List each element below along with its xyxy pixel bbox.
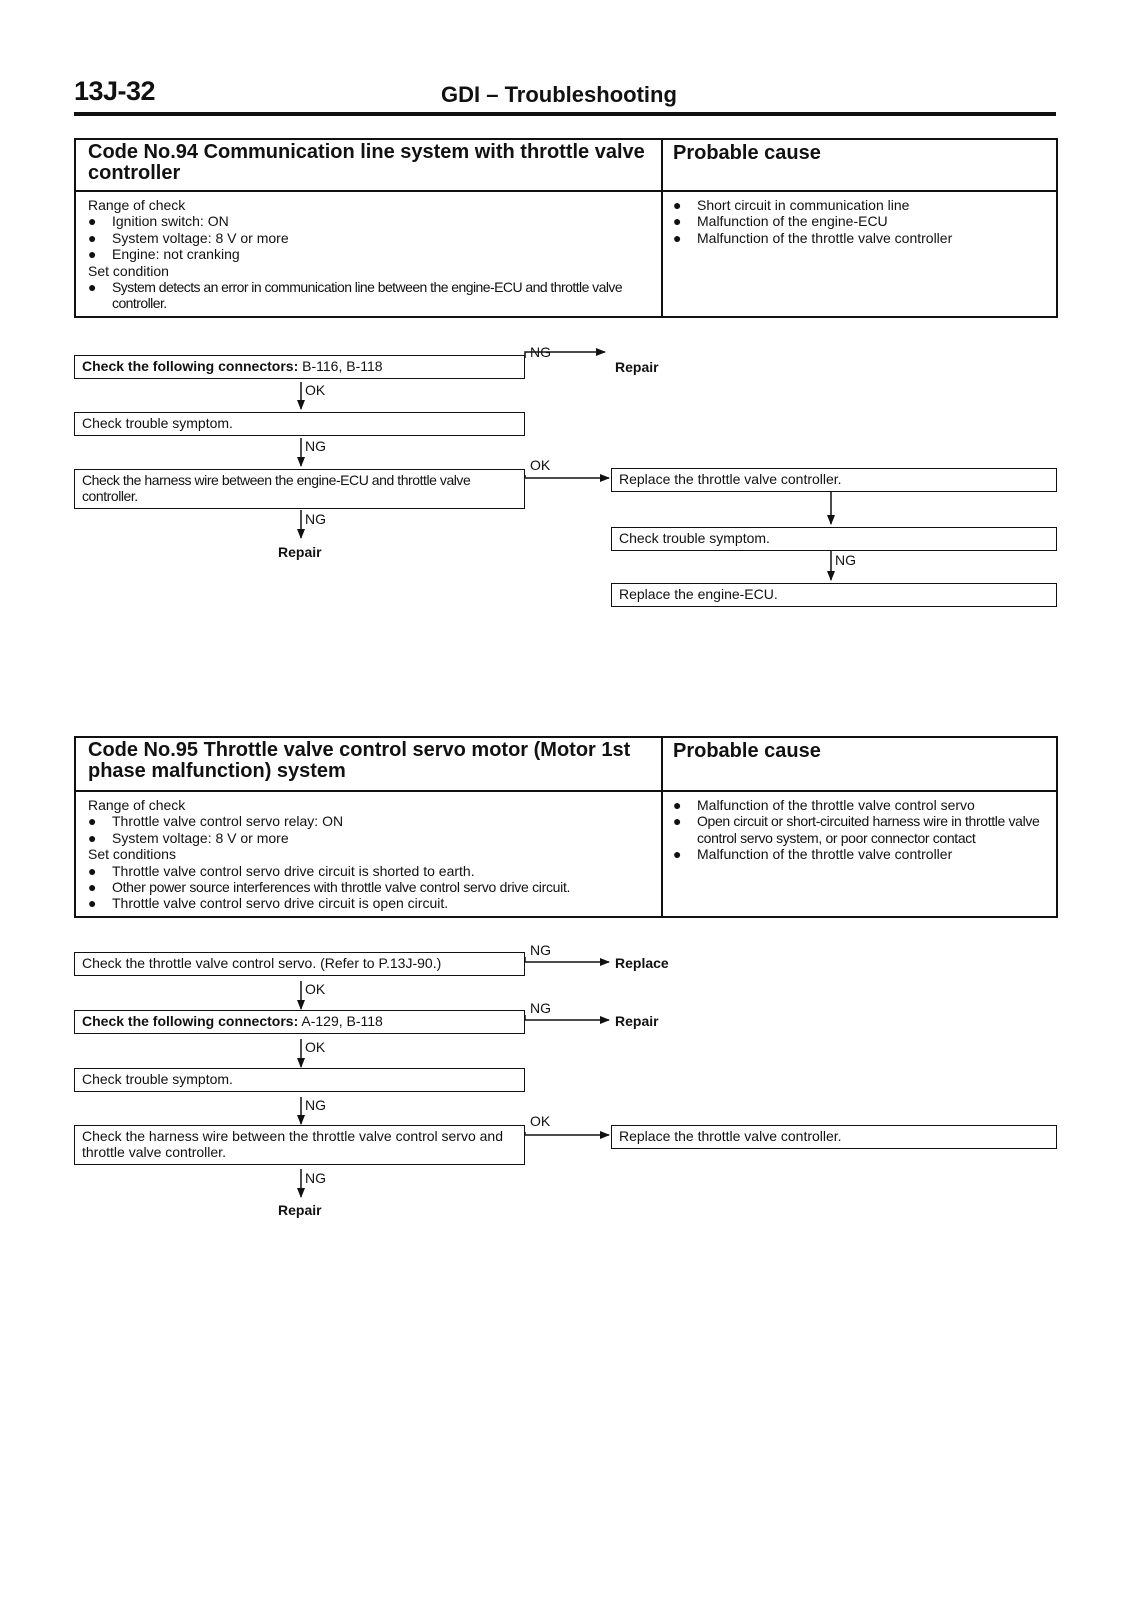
code95-set-item: ● Throttle valve control servo drive circuit is open circuit. — [88, 895, 449, 912]
code95-cause-item: ● Open circuit or short-circuited harness wire in throttle valve control servo system, or poor connector contact — [673, 813, 1040, 846]
code95-range-label: Range of check — [88, 797, 186, 813]
code94-step1-ng-label: NG — [530, 344, 551, 360]
code94-right2-ng-label: NG — [835, 552, 856, 568]
code95-right-replace-controller: Replace the throttle valve controller. — [611, 1125, 1057, 1149]
code95-step-check-connectors: Check the following connectors: A-129, B-118 — [74, 1010, 525, 1034]
code95-step2-ok-label: OK — [305, 1039, 326, 1055]
code95-cause-item: ● Malfunction of the throttle valve controller — [673, 846, 953, 863]
page-number: 13J-32 — [74, 76, 156, 106]
code95-title: Code No.95 Throttle valve control servo motor (Motor 1st phase malfunction) system — [75, 737, 662, 791]
code95-step2-repair: Repair — [615, 1013, 659, 1029]
code94-title: Code No.94 Communication line system with throttle valve controller — [75, 139, 662, 191]
code94-cause-heading: Probable cause — [662, 139, 1057, 191]
code94-range-item: ● Ignition switch: ON — [88, 213, 229, 230]
code94-step1-repair: Repair — [615, 359, 659, 375]
code94-step-check-symptom: Check trouble symptom. — [74, 412, 525, 436]
code95-step2-ng-label: NG — [530, 1000, 551, 1016]
code94-step-check-harness: Check the harness wire between the engine-ECU and throttle valve controller. — [74, 469, 525, 509]
code94-step3-repair: Repair — [278, 544, 322, 560]
code95-step1-replace: Replace — [615, 955, 669, 971]
page-title: GDI – Troubleshooting — [441, 82, 677, 107]
code94-cause-item: ● Short circuit in communication line — [673, 197, 910, 213]
code94-step1-ok-label: OK — [305, 382, 326, 398]
code95-table — [74, 736, 1058, 918]
code95-cause-heading: Probable cause — [662, 737, 1057, 791]
code95-step-check-servo: Check the throttle valve control servo. (Refer to P.13J-90.) — [74, 952, 525, 976]
code95-set-label: Set conditions — [88, 846, 176, 863]
code94-cause-item: ● Malfunction of the throttle valve controller — [673, 229, 953, 246]
code95-step-check-harness: Check the harness wire between the throttle valve control servo and throttle valve controller. — [74, 1125, 525, 1165]
code94-step-check-connectors: Check the following connectors: B-116, B-118 — [74, 355, 525, 379]
code94-step3-ok-label: OK — [530, 457, 551, 473]
code95-step4-ng-label: NG — [305, 1170, 326, 1186]
code94-step2-ng-label: NG — [305, 438, 326, 454]
code94-cause-item: ● Malfunction of the engine-ECU — [673, 213, 888, 230]
code95-range-item: ● System voltage: 8 V or more — [88, 829, 289, 846]
code94-set-label: Set condition — [88, 262, 169, 279]
code95-causes — [662, 791, 1057, 917]
code94-range-item: ● Engine: not cranking — [88, 246, 240, 263]
code95-ok-arrow-3 — [525, 1132, 609, 1135]
code95-set-item: ● Throttle valve control servo drive circuit is shorted to earth. — [88, 862, 475, 879]
code94-right-check-symptom: Check trouble symptom. — [611, 527, 1057, 551]
code95-set-item: ● Other power source interferences with throttle valve control servo drive circuit. — [88, 879, 571, 896]
code94-range-label: Range of check — [88, 197, 186, 213]
code94-ok-arrow-2 — [525, 475, 609, 478]
code95-step4-repair: Repair — [278, 1202, 322, 1218]
code95-range-item: ● Throttle valve control servo relay: ON — [88, 813, 344, 830]
code95-step1-ng-label: NG — [530, 942, 551, 958]
code94-set-item: ● System detects an error in communication line between the engine-ECU and throttle valve controller. — [88, 279, 623, 312]
code94-range-item: ● System voltage: 8 V or more — [88, 229, 289, 246]
code94-right-replace-ecu: Replace the engine-ECU. — [611, 583, 1057, 607]
code95-step1-ok-label: OK — [305, 981, 326, 997]
code94-right-replace-controller: Replace the throttle valve controller. — [611, 468, 1057, 492]
code95-step-check-symptom: Check trouble symptom. — [74, 1068, 525, 1092]
code95-cause-item: ● Malfunction of the throttle valve control servo — [673, 797, 975, 813]
code95-step3-ng-label: NG — [305, 1097, 326, 1113]
code95-conditions — [75, 791, 662, 917]
code95-step4-ok-label: OK — [530, 1113, 551, 1129]
code94-step3-ng-label: NG — [305, 511, 326, 527]
